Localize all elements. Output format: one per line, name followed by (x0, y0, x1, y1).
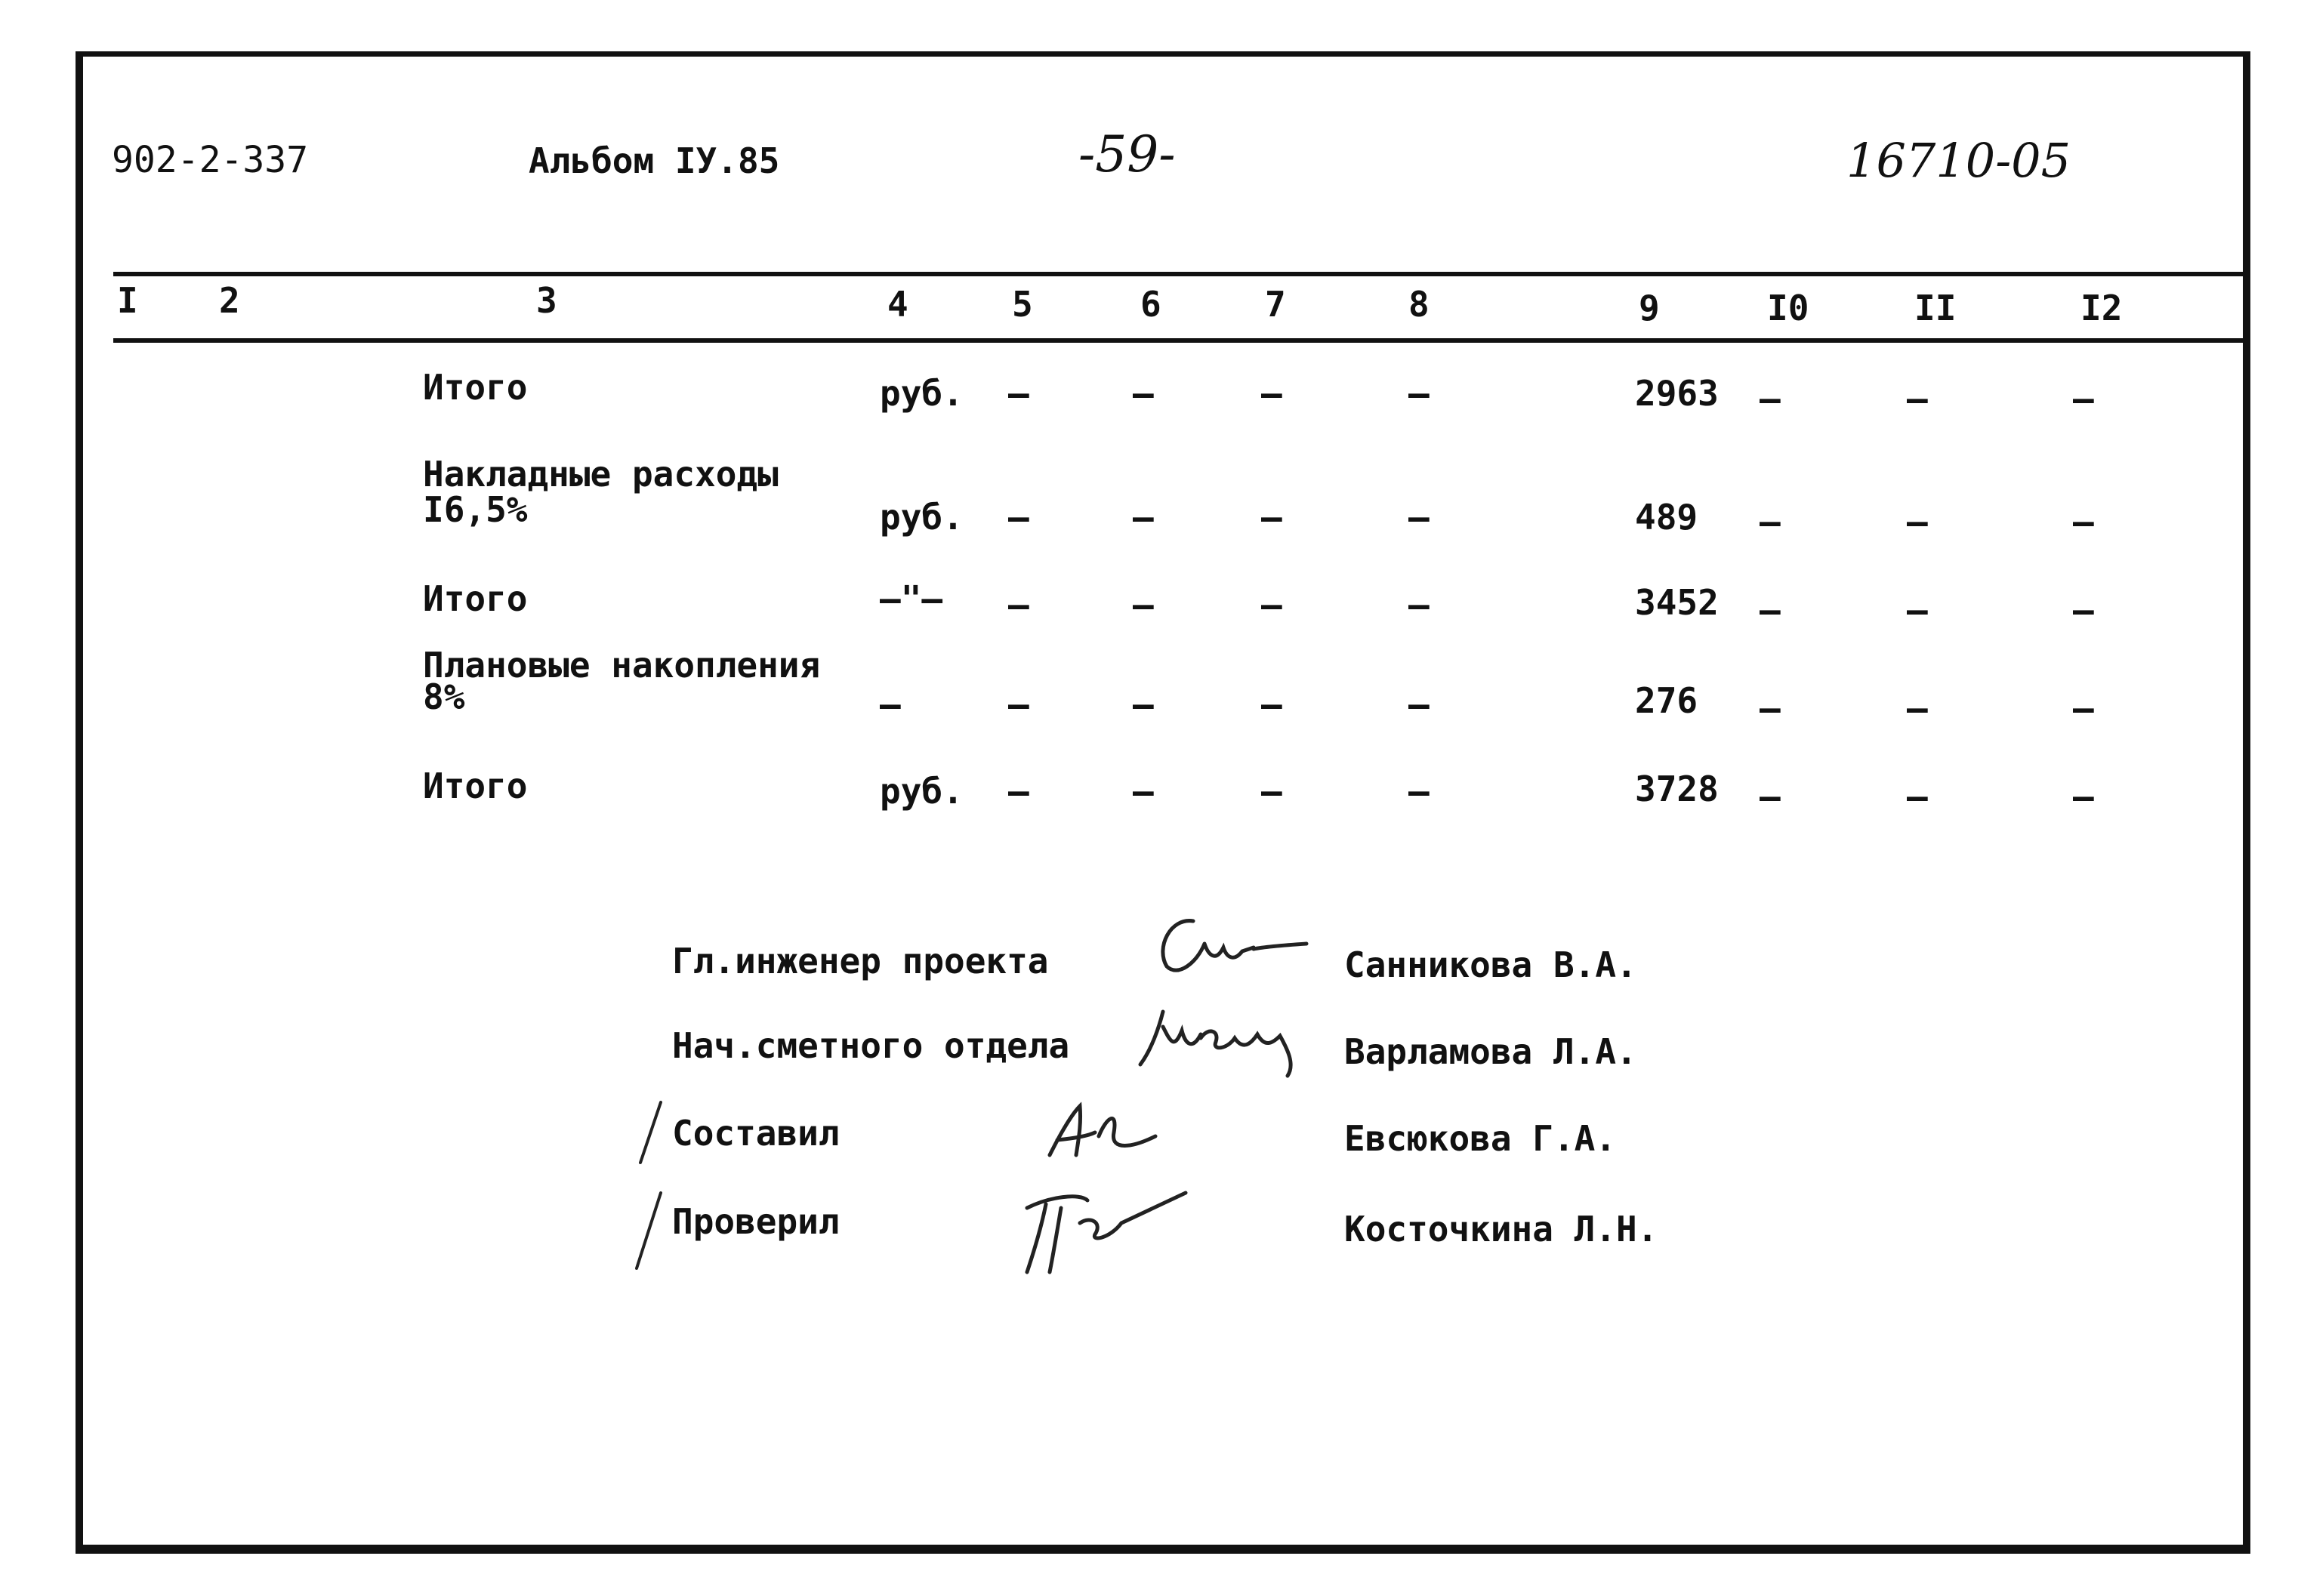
row-name-rate: I6,5% (423, 489, 528, 530)
row-cell: – (1760, 378, 1781, 419)
row-cell: – (1133, 497, 1154, 538)
row-name: Плановые накопления (423, 645, 821, 686)
row-cell: – (1261, 684, 1282, 725)
row-cell: – (1008, 497, 1029, 538)
row-name-rate: 8% (423, 676, 465, 717)
col-number: 9 (1639, 288, 1660, 328)
row-cost: 2963 (1635, 373, 1719, 414)
page-number: -59- (1078, 125, 1176, 183)
signatory-name: Санникова В.А. (1344, 944, 1637, 985)
signatory-role: Гл.инженер проекта (672, 941, 1049, 981)
row-name: Итого (423, 578, 528, 619)
row-cell: – (2073, 378, 2094, 419)
row-cell: – (1907, 688, 1928, 729)
col-number: I0 (1767, 288, 1809, 328)
slash-mark (631, 1189, 665, 1272)
row-cell: – (1133, 373, 1154, 414)
row-name: Накладные расходы (423, 454, 779, 495)
row-cell: – (2073, 501, 2094, 542)
sheet-id: 16710-05 (1846, 133, 2071, 188)
row-cost: 3452 (1635, 582, 1719, 623)
doc-code: 902-2-337 (112, 139, 309, 181)
row-cell: – (1760, 688, 1781, 729)
handwritten-signature (1118, 997, 1314, 1087)
row-cell: – (1261, 373, 1282, 414)
col-number: 7 (1265, 284, 1286, 325)
row-cell: – (1408, 497, 1430, 538)
col-number: I2 (2080, 288, 2123, 328)
signatory-role: Проверил (672, 1201, 840, 1242)
row-cell: – (2073, 776, 2094, 817)
row-unit: руб. (880, 771, 964, 812)
row-cell: – (2073, 688, 2094, 729)
handwritten-signature (1140, 902, 1314, 985)
row-cell: – (1907, 501, 1928, 542)
row-cell: – (1133, 684, 1154, 725)
row-cell: – (1408, 684, 1430, 725)
row-unit: – (880, 684, 901, 725)
row-unit: руб. (880, 373, 964, 414)
row-unit: руб. (880, 497, 964, 538)
col-number: 6 (1140, 284, 1161, 325)
row-cell: – (1008, 373, 1029, 414)
signatory-role: Нач.сметного отдела (672, 1025, 1070, 1066)
row-cell: – (1133, 584, 1154, 625)
row-cell: – (1008, 684, 1029, 725)
header-rule-bottom (113, 338, 2250, 343)
handwritten-signature (997, 1178, 1193, 1283)
col-number: I (117, 280, 138, 321)
row-cell: – (1408, 771, 1430, 812)
row-cell: – (1008, 771, 1029, 812)
row-unit: –"– (880, 578, 943, 619)
col-number: 3 (536, 280, 557, 321)
row-cell: – (1760, 776, 1781, 817)
row-cell: – (1907, 776, 1928, 817)
row-cell: – (2073, 590, 2094, 630)
row-cell: – (1760, 501, 1781, 542)
row-cell: – (1907, 378, 1928, 419)
row-cell: – (1261, 497, 1282, 538)
row-cell: – (1008, 584, 1029, 625)
row-cost: 276 (1635, 680, 1698, 721)
row-cell: – (1408, 373, 1430, 414)
album-label: Альбом IУ.85 (529, 140, 780, 181)
col-number: 5 (1012, 284, 1033, 325)
row-name: Итого (423, 766, 528, 806)
row-cell: – (1907, 590, 1928, 630)
signatory-name: Варламова Л.А. (1344, 1031, 1637, 1072)
row-cell: – (1133, 771, 1154, 812)
col-number: II (1914, 288, 1957, 328)
signatory-name: Евсюкова Г.А. (1344, 1118, 1617, 1159)
row-cell: – (1261, 584, 1282, 625)
signatory-role: Составил (672, 1113, 840, 1154)
col-number: 4 (887, 284, 908, 325)
header-rule-top (113, 272, 2250, 276)
signatory-name: Косточкина Л.Н. (1344, 1209, 1658, 1249)
row-cost: 3728 (1635, 769, 1719, 809)
handwritten-signature (1035, 1095, 1186, 1170)
row-cost: 489 (1635, 497, 1698, 538)
row-cell: – (1261, 771, 1282, 812)
row-name: Итого (423, 367, 528, 408)
row-cell: – (1760, 590, 1781, 630)
col-number: 8 (1408, 284, 1430, 325)
row-cell: – (1408, 584, 1430, 625)
slash-mark (634, 1098, 665, 1166)
col-number: 2 (219, 280, 240, 321)
